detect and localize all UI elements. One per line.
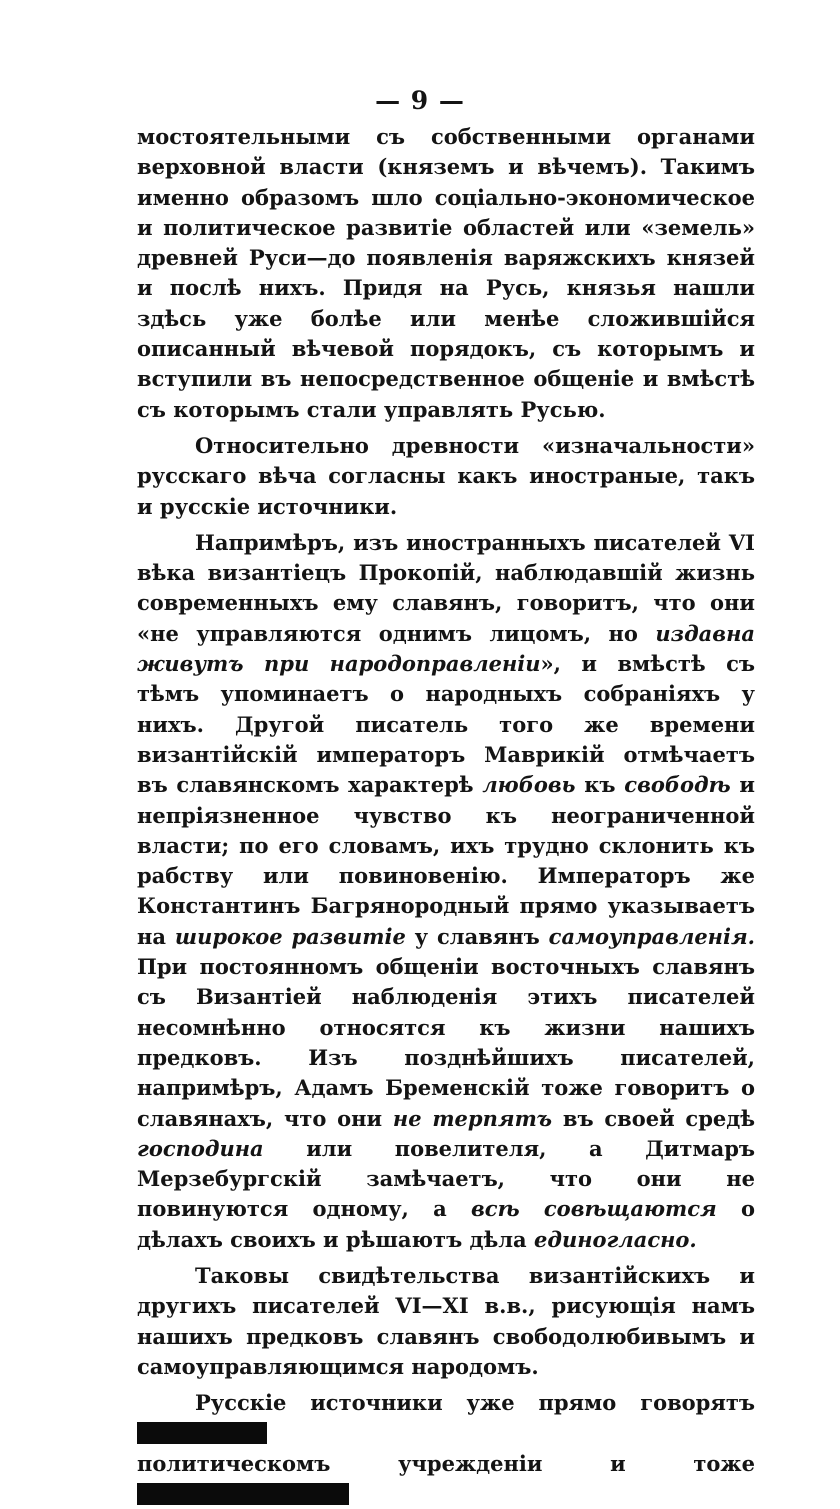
paragraph-5	[137, 1388, 755, 1509]
text-run: Русскіе источники уже прямо говорятъ	[195, 1390, 755, 1416]
italic-phrase: всѣ совѣщаются	[471, 1196, 717, 1222]
text-run: или повелителя, а Дитмаръ Мерзебургскій замѣчаетъ, что они не повинуются одному, а	[137, 1135, 755, 1222]
text-run: », и вмѣстѣ съ тѣмъ упоминаетъ о народныхъ собраніяхъ у нихъ. Другой писатель того же времени византійскій императоръ Маврикій отмѣчаетъ въ славянскомъ характерѣ	[137, 651, 755, 798]
text-run: мостоятельными съ собственными органами верховной власти (княземъ и вѣчемъ). Такимъ именно образомъ шло соціально-экономическое и политическое развитіе областей или «земель» древней Руси—до появленія варяжскихъ князей и послѣ нихъ. Придя на Русь, князья нашли здѣсь уже болѣе или менѣе сложившійся описанный вѣчевой порядокъ, съ которымъ и вступили въ непосредственное общеніе и вмѣстѣ съ которымъ стали управлять Русью.	[137, 124, 755, 422]
text-run: Таковы свидѣтельства византійскихъ и другихъ писателей VI—XI в.в., рисующія намъ нашихъ предковъ славянъ свободолюбивымъ и самоуправляющимся народомъ.	[137, 1262, 755, 1379]
text-run: къ	[575, 772, 625, 798]
italic-phrase: самоуправленія.	[548, 923, 755, 949]
italic-phrase: широкое развитіе	[174, 923, 406, 949]
italic-phrase: единогласно.	[533, 1226, 697, 1252]
paragraph-1	[137, 122, 755, 425]
text-run: Относительно древности «изначальности» русскаго вѣча согласны какъ иностраные, такъ и русскіе источники.	[137, 432, 755, 519]
italic-phrase: господина	[137, 1135, 264, 1161]
text-run: Напримѣръ, изъ иностранныхъ писателей VI вѣка византіецъ Прокопій, наблюдавшій жизнь современныхъ ему славянъ, говоритъ, что они «не управляются однимъ лицомъ, но	[137, 529, 755, 646]
text-run: въ своей средѣ	[552, 1105, 756, 1131]
paragraph-3	[137, 528, 755, 1255]
page-number: — 9 —	[375, 86, 465, 115]
paragraph-4	[137, 1261, 755, 1382]
italic-phrase: не терпятъ	[392, 1105, 553, 1131]
redaction-mark	[137, 1483, 349, 1505]
italic-phrase: любовь	[482, 772, 576, 798]
text-run: и непріязненное чувство къ неограниченной власти; по его словамъ, ихъ трудно склонить къ рабству или повиновенію. Императоръ же Константинъ Багрянородный прямо указываетъ на	[137, 772, 755, 949]
italic-quote: издавна живутъ при народоправленіи	[137, 620, 755, 677]
text-run: о дѣлахъ своихъ и рѣшаютъ дѣла	[137, 1196, 755, 1252]
redaction-mark	[137, 1422, 267, 1444]
italic-phrase: свободѣ	[624, 772, 731, 798]
body-text	[137, 122, 755, 1509]
text-run: При постоянномъ общеніи восточныхъ славянъ съ Византіей наблюденія этихъ писателей несомнѣнно относятся къ жизни нашихъ предковъ. Изъ позднѣйшихъ писателей, напримѣръ, Адамъ Бременскій тоже говоритъ о славянахъ, что они	[137, 954, 755, 1131]
text-run: политическомъ учрежденіи и тоже	[137, 1450, 755, 1476]
paragraph-2	[137, 431, 755, 522]
text-run: у славянъ	[405, 923, 549, 949]
